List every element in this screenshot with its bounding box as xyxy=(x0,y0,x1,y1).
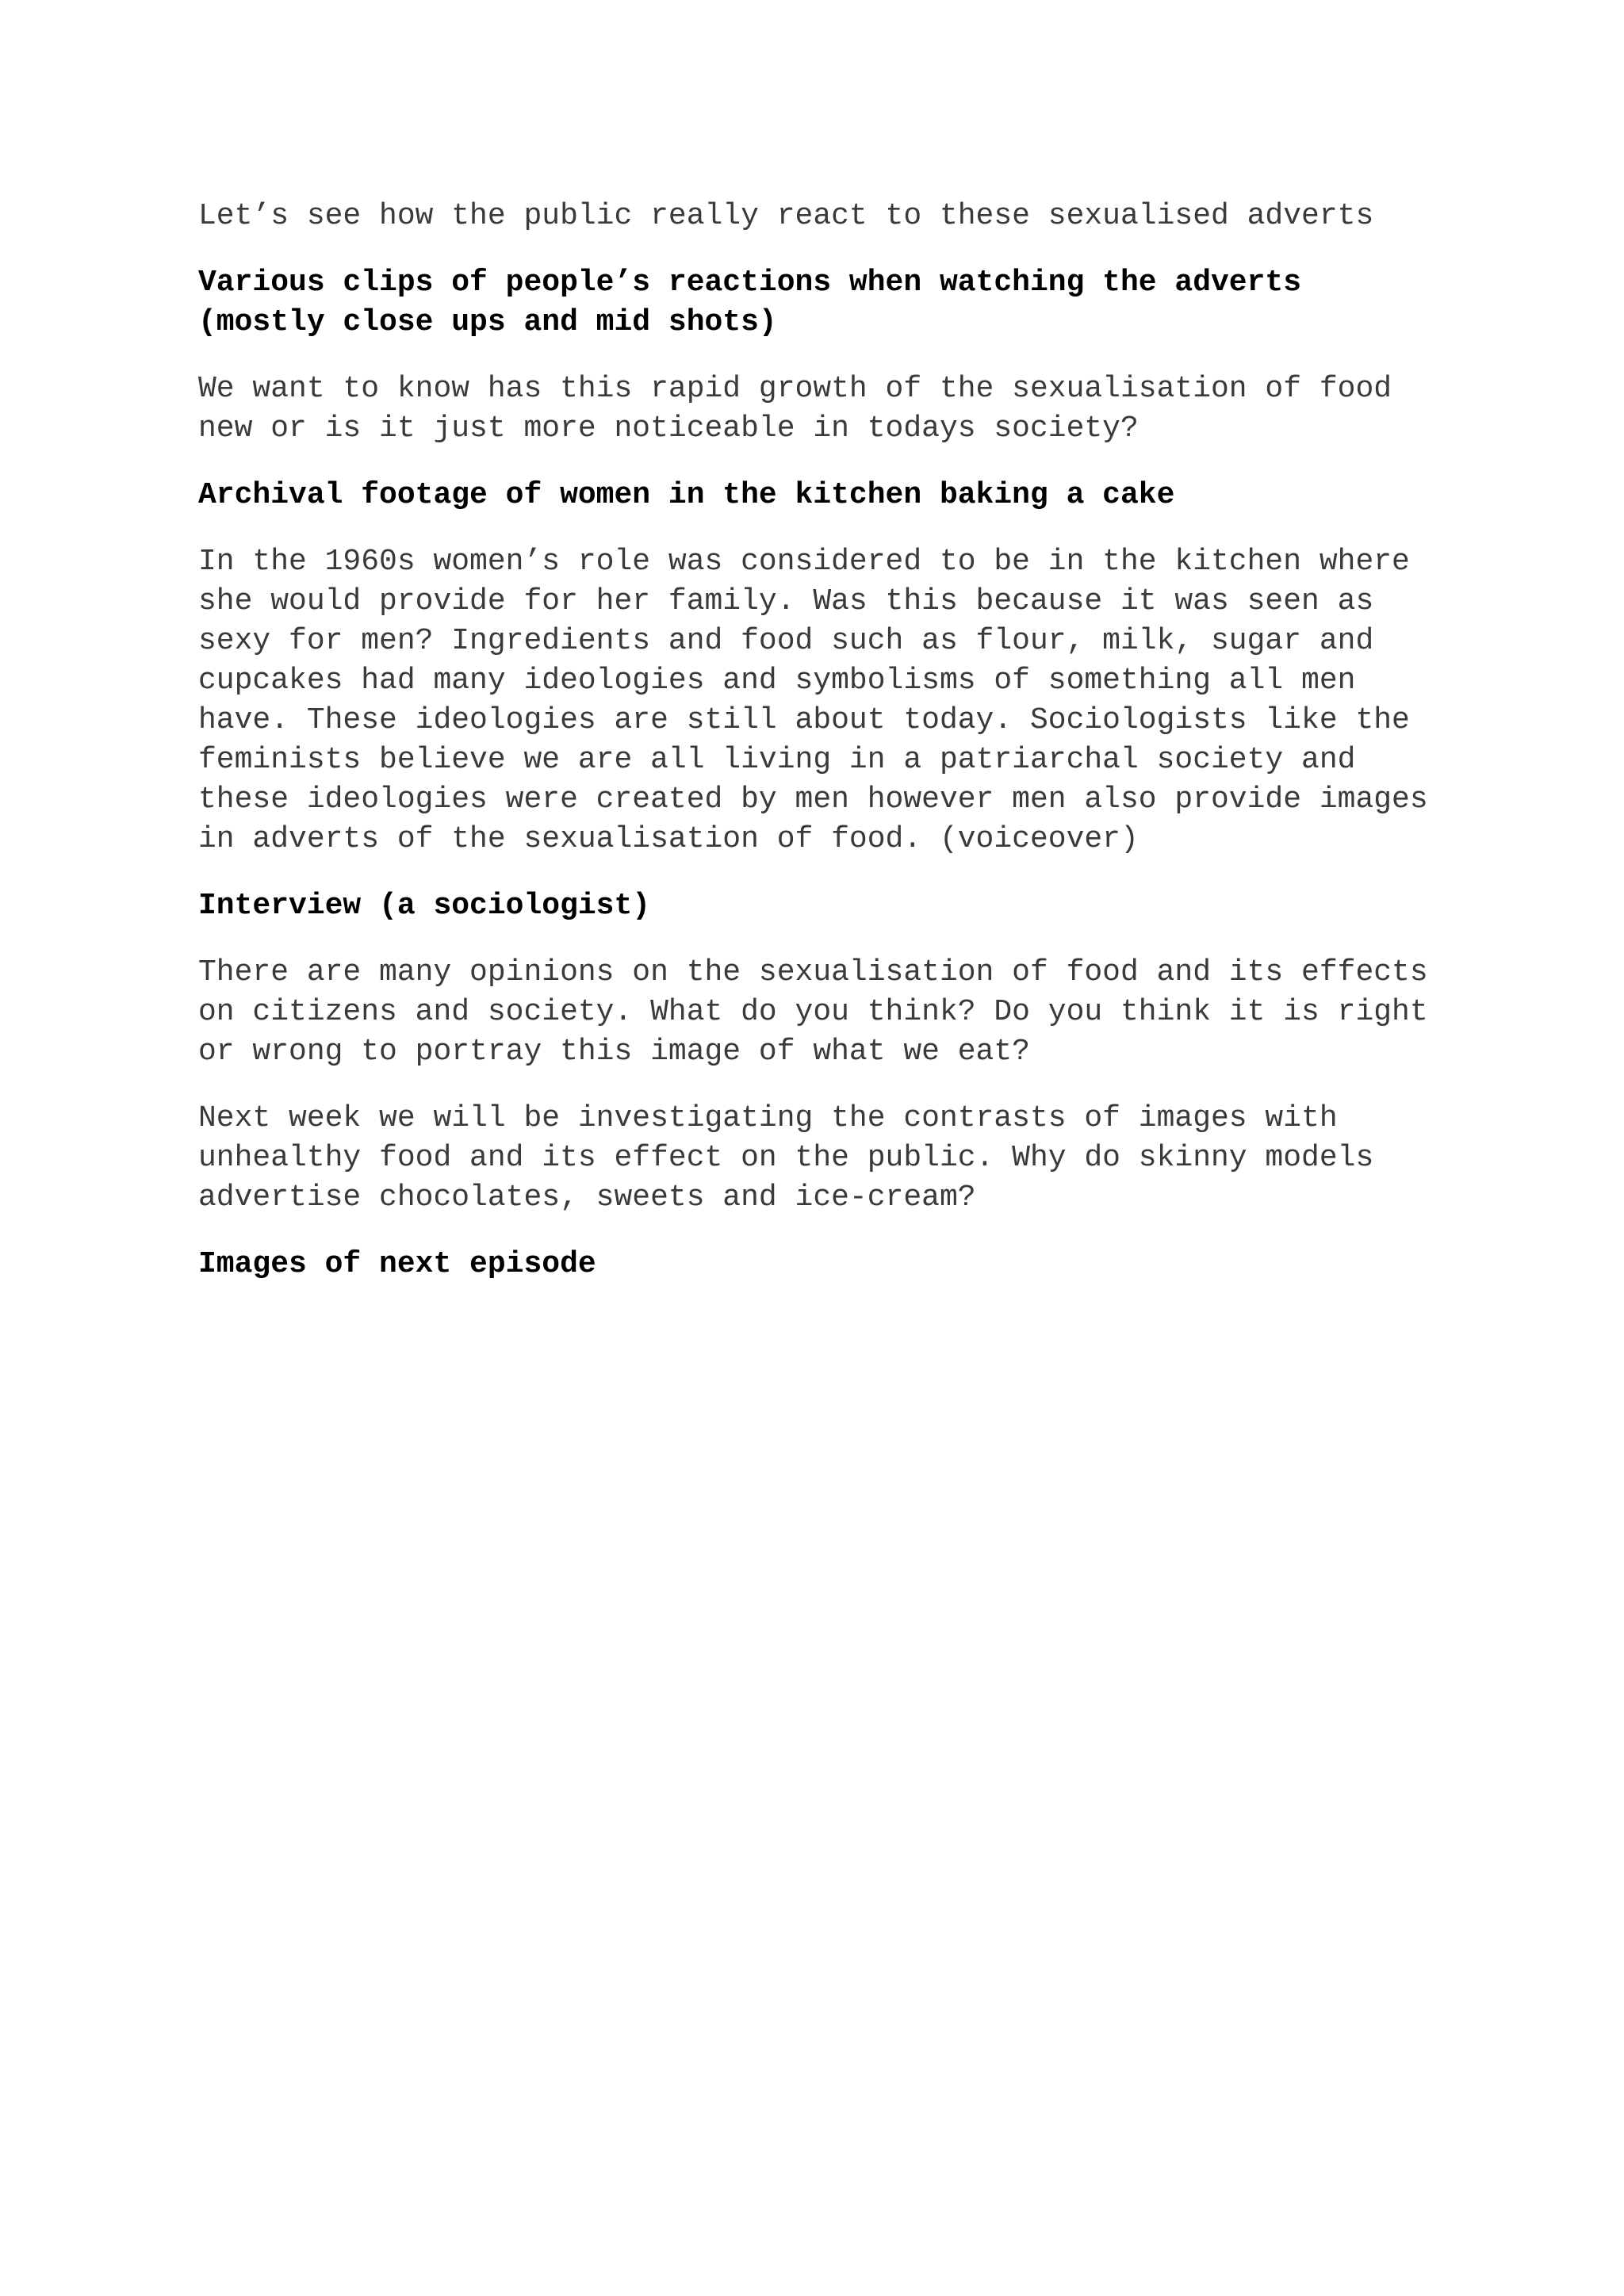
speech-paragraph: Next week we will be investigating the contrasts of images with unhealthy food and its effect on the public. Why do skinny models advertise chocolates, sweets and ice-cream? xyxy=(198,1101,1374,1215)
speech-paragraph: In the 1960s women’s role was considered to be in the kitchen where she would provide for her family. Was this because it was seen as sexy for men? Ingredients and food such as flour, milk, sugar and cupcakes had many ideologies and symbolisms of something all men have. These ideologies are still about today. Sociologists like the feminists believe we are all living in a patriarchal society and these ideologies were created by men however men also provide images in adverts of the sexualisation of food. (voiceover) xyxy=(198,545,1428,856)
stage-direction: Images of next episode xyxy=(198,1247,596,1281)
speech-paragraph: We want to know has this rapid growth of the sexualisation of food new or is it just more noticeable in todays society? xyxy=(198,372,1392,446)
script-body xyxy=(198,197,1467,1311)
stage-direction: Archival footage of women in the kitchen baking a cake xyxy=(198,478,1175,512)
stage-direction: Various clips of people’s reactions when watching the adverts (mostly close ups and mid shots) xyxy=(198,266,1302,339)
speech-paragraph: Let’s see how the public really react to these sexualised adverts xyxy=(198,199,1374,233)
speech-paragraph: There are many opinions on the sexualisation of food and its effects on citizens and society. What do you think? Do you think it is right or wrong to portray this image of what we eat? xyxy=(198,955,1428,1069)
stage-direction: Interview (a sociologist) xyxy=(198,889,651,923)
